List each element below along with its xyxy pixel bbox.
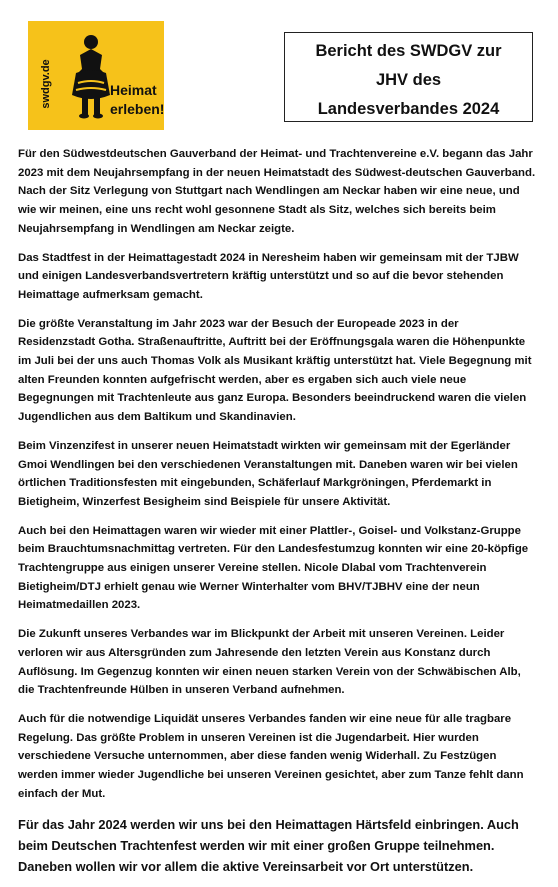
- title-line-3: Landesverbandes 2024: [317, 100, 500, 118]
- paragraph-ausblick-2024: Für das Jahr 2024 werden wir uns bei den Heimattagen Härtsfeld einbringen. Auch beim Deutschen Trachtenfest werden wir mit einer großen Gruppe teilnehmen. Daneben wollen wir vor allem die aktive Vereinsarbeit vor Ort unterstützen.: [18, 816, 519, 874]
- title-line-1: Bericht des SWDGV zur: [315, 42, 502, 60]
- report-body: [18, 145, 538, 887]
- logo-tagline-line1: Heimat: [110, 82, 157, 98]
- paragraph-liquiditaet: Auch für die notwendige Liquidät unseres Verbandes fanden wir eine neue für alle tragbare Regelung. Das größte Problem in unseren Vereinen ist die Jugendarbeit. Hier wurden verschiedene Versuche unternommen, aber diese fanden wenig Widerhall. Zu Festzügen werden immer wieder Jugendliche bei unseren Vereinen gesichtet, aber zum Tanze fehlt dann einfach der Mut.: [18, 712, 524, 800]
- dancer-couple-icon: [68, 33, 114, 119]
- paragraph-neujahrsempfang: Für den Südwestdeutschen Gauverband der Heimat- und Trachtenvereine e.V. begann das Jahr 2023 mit dem Neujahrsempfang in der neuen Heimatstadt des Südwest-deutschen Gauverband. Nach der Sitz Verlegung von Stuttgart nach Wendlingen am Neckar haben wir eine neue, und wie wir meinen, eine uns recht wohl gesonnene Stadt als Sitz, welches sich bereits beim Neujahrsempfang in Wendlingen am Neckar zeigte.: [18, 148, 536, 235]
- swdgv-logo: [28, 21, 164, 130]
- paragraph-heimattage: Auch bei den Heimattagen waren wir wieder mit einer Plattler-, Goisel- und Volkstanz-Gruppe beim Brauchtumsnachmittag vertreten. Für den Landesfestumzug konnten wir eine 20-köpfige Trachtengruppe aus einigen unserer Vereine stellen. Nicole Dlabal vom Trachtenverein Bietigheim/DTJ erhielt genau wie Werner Winterhalter vom BHV/TJBHV eine der neun Heimatmedaillen 2023.: [18, 524, 529, 612]
- paragraph-europeade: Die größte Veranstaltung im Jahr 2023 war der Besuch der Europeade 2023 in der Residenzstadt Gotha. Straßenauftritte, Auftritt bei der Eröffnungsgala waren die Höhenpunkte im Juli bei der uns auch Thomas Volk als Musikant kräftig unterstützt hat. Viele Begegnung mit alten Freunden konnten aufgefrischt werden, aber es ergaben sich auch viele neue Begegnungen mit Trachtenleute aus ganz Europa. Besonders beeindruckend waren die vielen Jugendlichen aus dem Baltikum und Skandinavien.: [18, 317, 532, 424]
- logo-site-text: swdgv.de: [40, 59, 52, 109]
- report-title-box: [284, 32, 533, 122]
- paragraph-stadtfest: Das Stadtfest in der Heimattagestadt 2024 in Neresheim haben wir gemeinsam mit der TJBW und einigen Landesverbandsvertretern kräftig unterstützt und so auf die bevor stehenden Heimattage aufmerksam gemacht.: [18, 251, 519, 301]
- paragraph-zukunft: Die Zukunft unseres Verbandes war im Blickpunkt der Arbeit mit unseren Vereinen. Leider verloren wir aus Altersgründen zum Jahresende den letzten Verein aus Konstanz durch Auflösung. Im Gegenzug konnten wir einen neuen starken Verein von der Schwäbischen Alb, die Trachtenfreunde Hülben in unseren Verband aufnehmen.: [18, 628, 521, 697]
- title-line-2: JHV des: [375, 71, 442, 89]
- paragraph-vinzenzifest: Beim Vinzenzifest in unserer neuen Heimatstadt wirkten wir gemeinsam mit der Egerländer Gmoi Wendlingen bei den verschiedenen Veranstaltungen mit. Daneben waren wir bei vielen örtlichen Traditionsfesten mit eingebunden, Schäferlauf Markgröningen, Pferdemarkt in Bietigheim, Winzerfest Besigheim sind Beispiele für unsere Aktivität.: [18, 439, 518, 508]
- logo-tagline: [110, 81, 164, 119]
- logo-tagline-line2: erleben!: [110, 101, 164, 117]
